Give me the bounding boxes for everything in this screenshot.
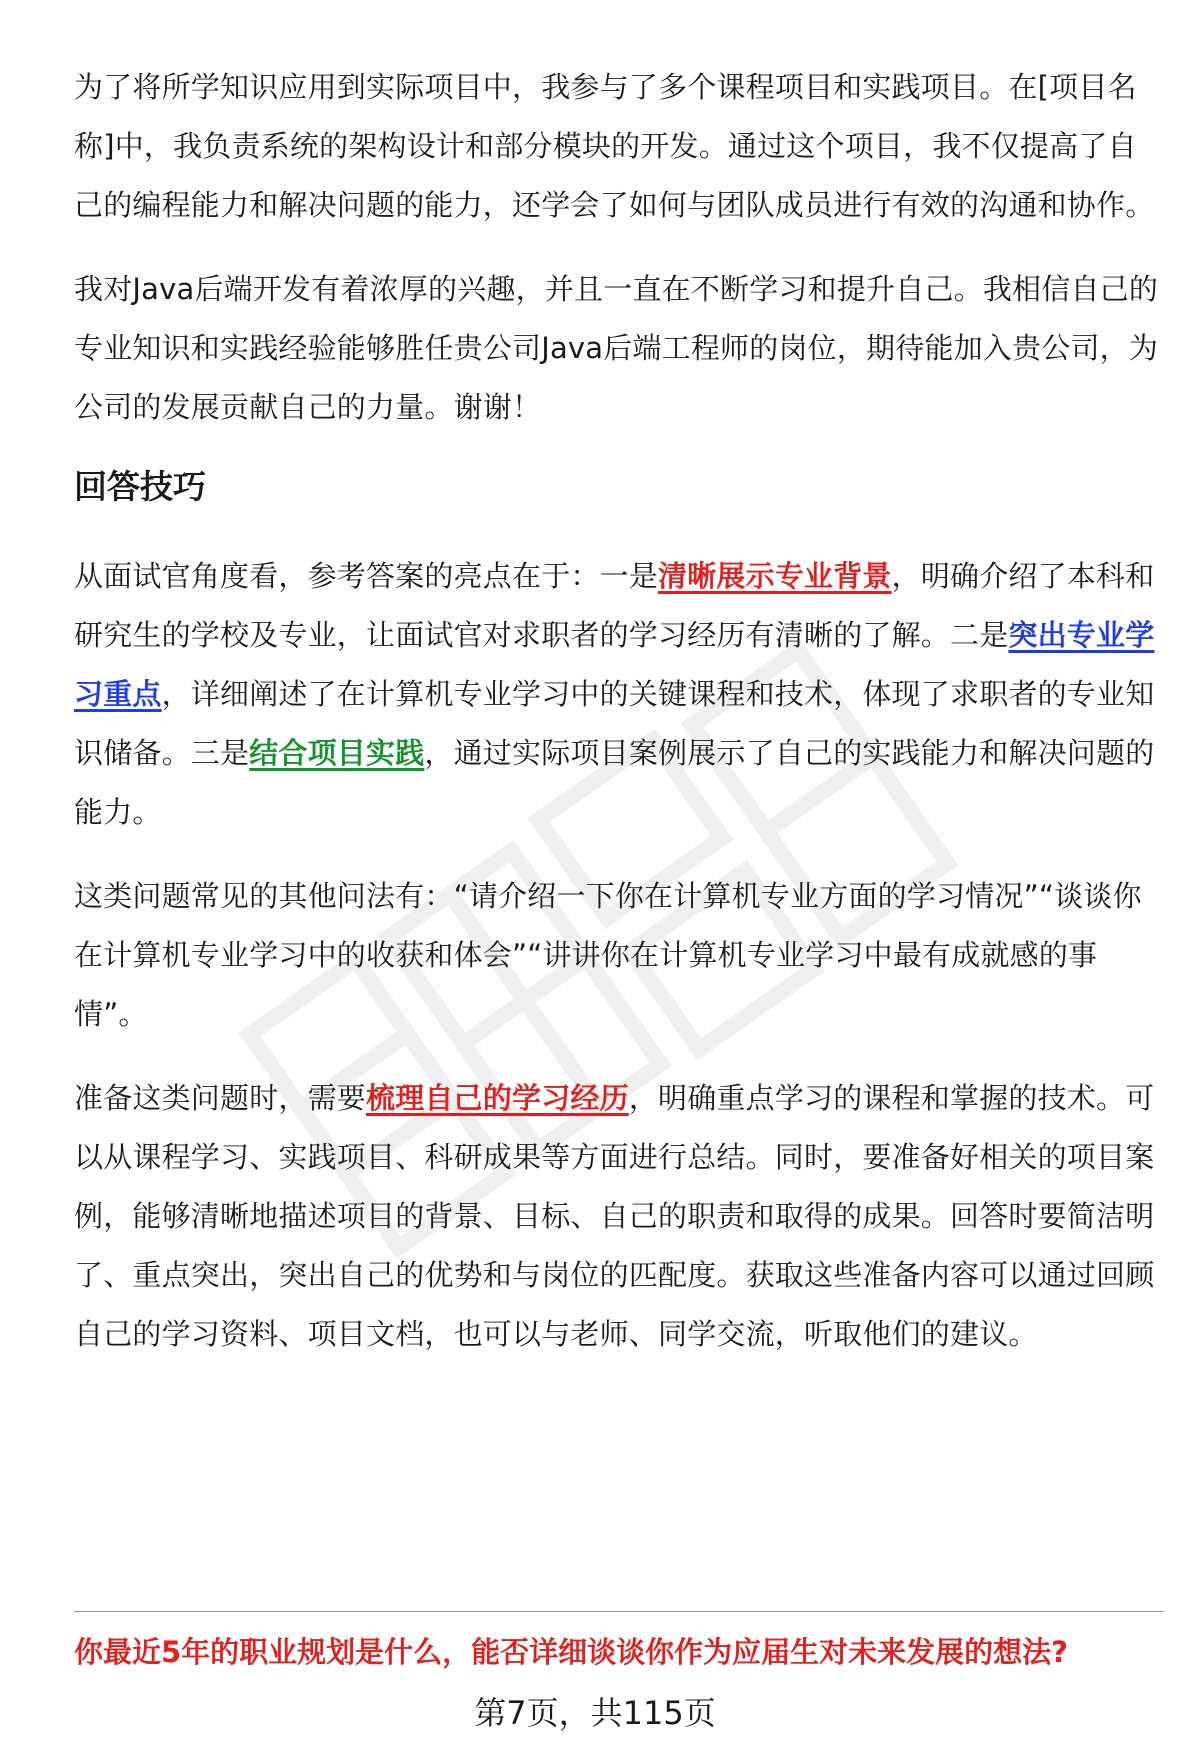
section-heading-answer-tips: 回答技巧	[74, 467, 206, 506]
tips-text: ，明确重点学习的课程和掌握的技术。可以从课程学习、实践项目、科研成果等方面进行总结。同时，要准备好相关的项目案例，能够清晰地描述项目的背景、目标、自己的职责和取得的成果。回答时要简洁明了、重点突出，突出自己的优势和与岗位的匹配度。获取这些准备内容可以通过回顾自己的学习资料、项目文档，也可以与老师、同学交流，听取他们的建议。	[74, 1081, 1155, 1351]
tips-paragraph-highlights	[74, 547, 1164, 842]
page-content	[74, 58, 1164, 1389]
tips-text: 准备这类问题时，需要	[74, 1081, 367, 1115]
highlight-professional-background: 清晰展示专业背景	[658, 559, 892, 593]
next-question-title: 你最近5年的职业规划是什么，能否详细谈谈你作为应届生对未来发展的想法?	[74, 1635, 1069, 1669]
tips-text: 从面试官角度看，参考答案的亮点在于：一是	[74, 559, 659, 593]
intro-paragraph-project: 为了将所学知识应用到实际项目中，我参与了多个课程项目和实践项目。在[项目名称]中，我负责系统的架构设计和部分模块的开发。通过这个项目，我不仅提高了自己的编程能力和解决问题的能力，还学会了如何与团队成员进行有效的沟通和协作。	[74, 70, 1155, 222]
tips-text: ，详细阐述了在计算机专业学习中的关键课程和技术，体现了求职者的专业知识储备。三是	[74, 677, 1155, 770]
section-divider	[74, 1611, 1164, 1612]
intro-paragraph-closing: 我对Java后端开发有着浓厚的兴趣，并且一直在不断学习和提升自己。我相信自己的专业知识和实践经验能够胜任贵公司Java后端工程师的岗位，期待能加入贵公司，为公司的发展贡献自己的力量。谢谢！	[74, 272, 1159, 424]
tips-paragraph-preparation	[74, 1069, 1164, 1364]
highlight-project-practice: 结合项目实践	[249, 736, 425, 770]
highlight-study-experience: 梳理自己的学习经历	[366, 1081, 629, 1115]
tips-paragraph-alternatives: 这类问题常见的其他问法有：“请介绍一下你在计算机专业方面的学习情况”“谈谈你在计算机专业学习中的收获和体会”“讲讲你在计算机专业学习中最有成就感的事情”。	[74, 879, 1142, 1031]
page-number: 第7页，共115页	[474, 1694, 716, 1732]
highlight-study-focus: 突出专业学习重点	[74, 618, 1155, 711]
tips-text: ，明确介绍了本科和研究生的学校及专业，让面试官对求职者的学习经历有清晰的了解。二是	[74, 559, 1155, 652]
tips-text: ，通过实际项目案例展示了自己的实践能力和解决问题的能力。	[74, 736, 1155, 829]
